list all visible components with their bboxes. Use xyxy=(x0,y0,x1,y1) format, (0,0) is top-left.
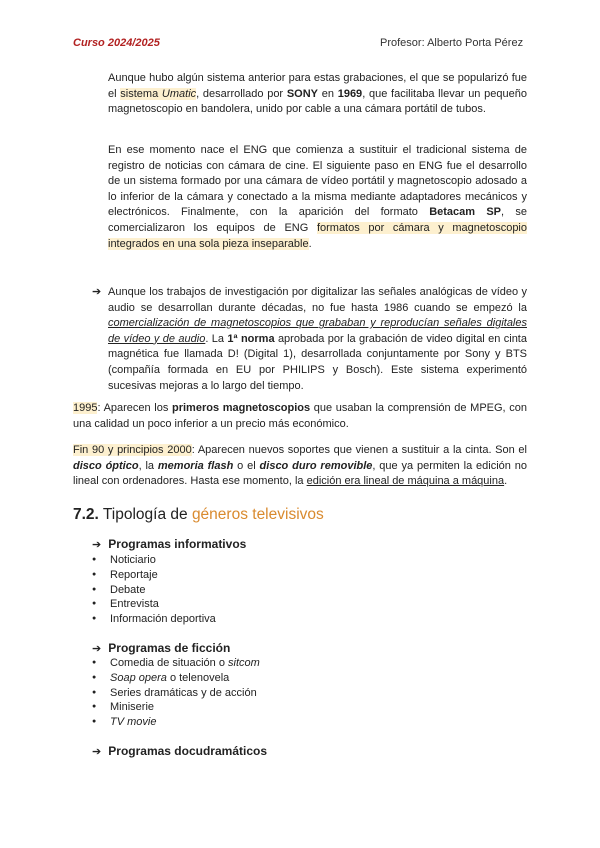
list-item: ● Miniserie xyxy=(92,700,260,715)
arrow-icon: ➔ xyxy=(92,746,102,758)
paragraph-2000: Fin 90 y principios 2000: Aparecen nuevos soportes que vienen a sustituir a la cinta. Son el disco óptico, la memoria flash o el disco duro removible, que ya permiten la edición no lineal con ordenadores. Hasta ese momento, la edición era lineal de máquina a máquina. xyxy=(73,444,527,488)
list-item: ● Información deportiva xyxy=(92,612,216,627)
arrow-icon: ➔ xyxy=(92,539,102,551)
list-informativos xyxy=(92,553,216,627)
group-ficcion-title: ➔ Programas de ficción xyxy=(92,641,231,655)
arrow-icon: ➔ xyxy=(92,286,102,298)
paragraph-umatic: Aunque hubo algún sistema anterior para estas grabaciones, el que se popularizó fue el sistema Umatic, desarrollado por SONY en 1969, que facilitaba llevar un pequeño magnetoscopio en bandolera, unido por cable a una cámara portátil de tubos. xyxy=(108,72,527,116)
teacher-label: Profesor: Alberto Porta Pérez xyxy=(380,37,524,49)
list-item: ● Soap opera o telenovela xyxy=(92,671,260,686)
course-label: Curso 2024/2025 xyxy=(73,37,160,49)
list-item: ● Series dramáticas y de acción xyxy=(92,686,260,701)
arrow-icon: ➔ xyxy=(92,643,102,655)
paragraph-eng: En ese momento nace el ENG que comienza a sustituir el tradicional sistema de registro de noticias con cámara de cine. El siguiente paso en ENG fue el desarrollo de un sistema formado por una cámara de vídeo portátil y magnetoscopio adosado a lo inferior de la cámara y conectado a la misma mediante adaptadores mecánicos y electrónicos. Finalmente, con la aparición del formato Betacam SP, se comercializaron los equipos de ENG formatos por cámara y magnetoscopio integrados en una sola pieza inseparable. xyxy=(108,144,527,250)
paragraph-1995: 1995: Aparecen los primeros magnetoscopios que usaban la comprensión de MPEG, con una calidad un poco inferior a un precio más económico. xyxy=(73,402,527,430)
list-item: ● Reportaje xyxy=(92,568,216,583)
list-ficcion xyxy=(92,656,260,730)
list-item: ● Entrevista xyxy=(92,597,216,612)
paragraph-digital: Aunque los trabajos de investigación por digitalizar las señales analógicas de vídeo y audio se desarrollan durante décadas, no fue hasta 1986 cuando se empezó la comercialización de magnetoscopios que grababan y reproducían señales digitales de vídeo y de audio. La 1ª norma aprobada por la grabación de video digital en cinta magnética fue llamada D! (Digital 1), desarrollada conjuntamente por Sony y BTS (compañía formada en EU por PHILIPS y Bosch). Este sistema experimentó sucesivas mejoras a lo largo del tiempo. xyxy=(108,286,527,392)
list-item: ● TV movie xyxy=(92,715,260,730)
list-item: ● Comedia de situación o sitcom xyxy=(92,656,260,671)
section-heading: 7.2. Tipología de géneros televisivos xyxy=(73,506,324,523)
list-item: ● Noticiario xyxy=(92,553,216,568)
group-docudramaticos-title: ➔ Programas docudramáticos xyxy=(92,744,267,758)
group-informativos-title: ➔ Programas informativos xyxy=(92,537,247,551)
list-item: ● Debate xyxy=(92,583,216,598)
